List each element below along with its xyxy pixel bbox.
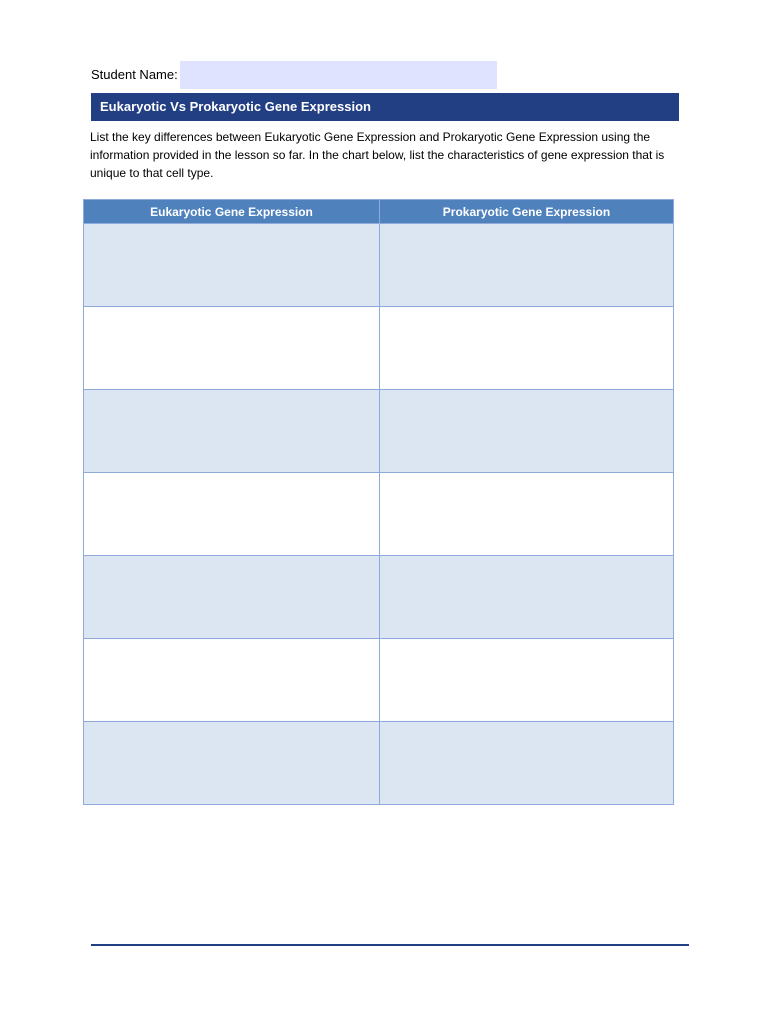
eukaryotic-cell[interactable] bbox=[84, 722, 380, 805]
comparison-chart bbox=[83, 199, 674, 805]
footer-divider bbox=[91, 944, 689, 946]
eukaryotic-cell[interactable] bbox=[84, 639, 380, 722]
worksheet-title: Eukaryotic Vs Prokaryotic Gene Expression bbox=[91, 93, 679, 121]
table-row bbox=[84, 390, 674, 473]
prokaryotic-cell[interactable] bbox=[380, 639, 674, 722]
eukaryotic-cell[interactable] bbox=[84, 556, 380, 639]
student-name-label: Student Name: bbox=[91, 67, 178, 82]
prokaryotic-cell[interactable] bbox=[380, 390, 674, 473]
eukaryotic-cell[interactable] bbox=[84, 390, 380, 473]
table-row bbox=[84, 307, 674, 390]
table-row bbox=[84, 639, 674, 722]
eukaryotic-cell[interactable] bbox=[84, 307, 380, 390]
prokaryotic-column-header: Prokaryotic Gene Expression bbox=[380, 200, 674, 224]
student-name-input[interactable] bbox=[180, 61, 497, 89]
eukaryotic-column-header: Eukaryotic Gene Expression bbox=[84, 200, 380, 224]
prokaryotic-cell[interactable] bbox=[380, 224, 674, 307]
prokaryotic-cell[interactable] bbox=[380, 307, 674, 390]
table-row bbox=[84, 473, 674, 556]
table-row bbox=[84, 224, 674, 307]
student-name-row bbox=[91, 61, 497, 89]
prokaryotic-cell[interactable] bbox=[380, 473, 674, 556]
chart-header-row bbox=[84, 200, 674, 224]
prokaryotic-cell[interactable] bbox=[380, 556, 674, 639]
eukaryotic-cell[interactable] bbox=[84, 473, 380, 556]
instructions-text: List the key differences between Eukaryotic Gene Expression and Prokaryotic Gene Expression using the information provided in the lesson so far. In the chart below, list the characteristics of gene expression that is unique to that cell type. bbox=[90, 130, 665, 180]
eukaryotic-cell[interactable] bbox=[84, 224, 380, 307]
table-row bbox=[84, 556, 674, 639]
table-row bbox=[84, 722, 674, 805]
prokaryotic-cell[interactable] bbox=[380, 722, 674, 805]
